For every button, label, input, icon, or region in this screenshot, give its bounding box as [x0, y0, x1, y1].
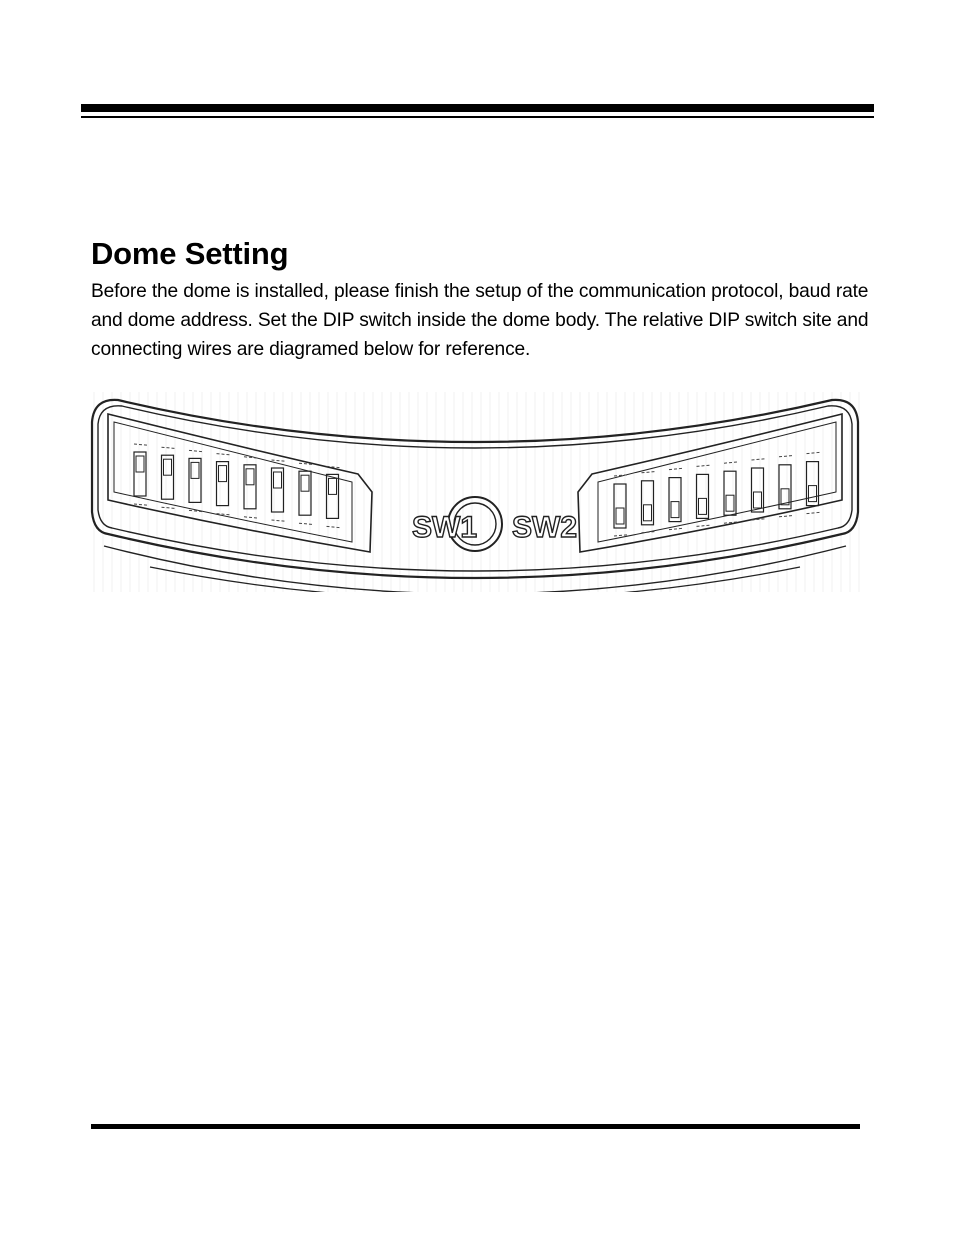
sw2-switch-knob-3: [671, 502, 679, 518]
sw1-switch-knob-1: [136, 456, 144, 472]
sw2-tick-top-7: [779, 456, 793, 457]
sw2-tick-bottom-3: [669, 528, 683, 529]
sw2-label: SW2: [512, 511, 578, 544]
dip-switch-board: [90, 392, 860, 592]
sw2-switch-knob-2: [644, 505, 652, 521]
scan-texture: [94, 392, 859, 592]
sw1-tick-bottom-8: [327, 526, 341, 527]
sw2-tick-bottom-2: [642, 532, 656, 533]
sw1-tick-top-1: [134, 444, 148, 445]
sw1-tick-top-3: [189, 450, 203, 451]
sw1-tick-top-4: [217, 454, 231, 455]
sw1-tick-bottom-2: [162, 507, 176, 508]
sw1-switch-knob-2: [164, 459, 172, 475]
sw1-switch-knob-6: [274, 472, 282, 488]
footer-rule: [91, 1124, 860, 1129]
header-rule-thick: [81, 104, 874, 112]
sw2-tick-top-2: [642, 472, 656, 473]
housing-bottom-edge: [104, 546, 846, 592]
sw1-switch-knob-3: [191, 462, 199, 478]
sw1-switch-knob-7: [301, 475, 309, 491]
sw2-tick-top-4: [697, 465, 711, 466]
sw2-tick-bottom-8: [807, 512, 821, 513]
sw1-tick-bottom-1: [134, 504, 148, 505]
sw2-tick-top-3: [669, 468, 683, 469]
sw2-tick-top-6: [752, 459, 766, 460]
sw1-switch-knob-8: [329, 478, 337, 494]
sw2-tick-top-8: [807, 452, 821, 453]
header-rule-thin: [81, 116, 874, 118]
sw2-switch-knob-4: [699, 498, 707, 514]
header-rule: [81, 104, 874, 120]
sw2-tick-bottom-4: [697, 525, 711, 526]
sw1-label: SW1: [412, 511, 478, 544]
sw2-tick-top-5: [724, 462, 738, 463]
sw2-switch-knob-8: [809, 486, 817, 502]
sw2-switch-knob-1: [616, 508, 624, 524]
sw2-switch-group: [614, 452, 821, 536]
sw2-tick-bottom-7: [779, 516, 793, 517]
sw1-tick-top-2: [162, 447, 176, 448]
section-title: Dome Setting: [91, 236, 289, 271]
dip-switch-diagram: [90, 392, 860, 592]
section-paragraph: Before the dome is installed, please finish the setup of the communication protocol, baud rate and dome address. Set the DIP switch inside the dome body. The relative DIP switch site and connecting wires are diagramed below for reference.: [91, 281, 869, 360]
